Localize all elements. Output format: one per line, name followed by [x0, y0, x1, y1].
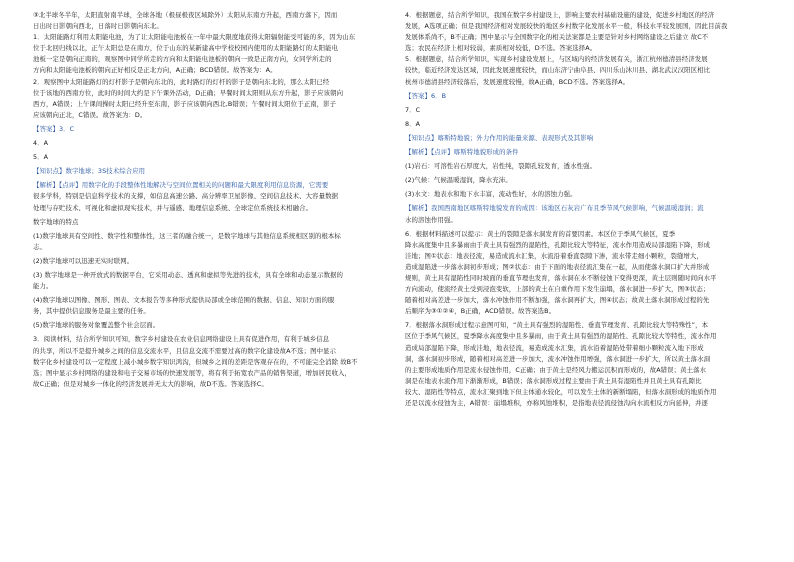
text-line: 8．A [405, 119, 421, 128]
text-line: 【解析】【点评】用数字化的手段整体性地解决与空间位置相关的问题和最大限度利用信息资源，它需要 [33, 181, 329, 190]
text-line: 7．C [405, 105, 421, 114]
text-line: 4．A [33, 139, 49, 148]
text-line: 【解析】【点评】喀斯特地貌形成的条件 [405, 148, 519, 157]
text-line: 规则，黄土具有湿陷性同时坡面的垂直节理也发育，落水洞在水不断侵蚀下变得更深，黄土层则随时间向水平 [405, 273, 717, 282]
text-line: 方向和太阳能电池板的朝向正好相反是正北方向，A正确；BCD错误。故答案为：A。 [33, 66, 277, 75]
text-line: 洞，落水洞初步形成，随着相对高差进一步加大，流水冲蚀作用增强，落水洞进一步扩大，所以黄土落水洞 [405, 354, 711, 363]
text-line: 志。 [33, 242, 46, 251]
text-line: 2．观察图中太阳能路灯的灯杆影子是朝向东北的，此时路灯的灯杆的影子是朝向东北的，那么太阳已经 [33, 77, 330, 86]
text-line: (5)数字地球的服务对象覆盖整个社会层面。 [33, 321, 160, 330]
text-line: 后顺序为③①②④，B正确，ACD错误。故答案选B。 [405, 307, 556, 316]
left-column [33, 10, 389, 390]
text-line: 较快，临近经济发达区域，因此发展速度较快，而山东济宁曲阜县、四川乐山沐川县、湖北武汉汉阳区相比 [405, 66, 711, 75]
text-line: (1)数字地球具有空间性、数字性和整体性，这三者的融合统一，是数字地球与其他信息系统相区别的根本标 [33, 231, 341, 240]
text-line: 数字地球的特点 [33, 217, 79, 226]
text-line: 6．根据材料描述可以提示：黄土的裂隙是落水洞发育的首要因素。本区位于季风气候区，夏季 [405, 229, 676, 238]
text-line: 洞是在地表水流作用下渐渐形成，B错误；落水洞形成过程主要由于黄土具有湿陷性并且黄土具有孔隙比 [405, 376, 702, 385]
text-line: 故C正确；但是对城乡一体化的经济发展并无太大的影响，故D不选。答案选择C。 [33, 379, 268, 388]
text-line: 4．根据题意，结合所学知识，我国在数字乡村建设上，影响主要农村基础设施的建设，促进乡村地区的经济 [405, 11, 715, 19]
text-line: 3．阅读材料，结合所学知识可知，数字乡村建设在农业信息网络建设上具有促进作用，有利于城乡信息 [33, 335, 330, 344]
text-line: 位于该地的西南方位，此时的时间大约是下午课外活动，D正确；早餐时间太阳则从东方升起，影子应该朝向 [33, 88, 344, 97]
text-line: 数字化乡村建设可以一定程度上减小城乡数字知识鸿沟，但城乡之间的差距是客观存在的，不可能完全消除 故B不 [33, 357, 358, 366]
text-line: (2)气候：气候温暖湿润，降水充沛。 [405, 176, 512, 185]
text-line: 5．根据题意，结合所学知识，实现乡村建设发展上，与区域内的经济发展有关，浙江杭州德清县经济发展 [405, 55, 708, 64]
text-line: 造成湿陷进一步落水洞初步形成；图②状态：由于下面的地表径流汇集在一起，从而使落水洞口扩大并形成 [405, 262, 710, 271]
text-line: 处理与存贮技术、可视化和虚拟现实技术，并与遥感、地理信息系统、全球定位系统技术相融合。 [33, 203, 313, 212]
text-line: 区位于季风气候区，夏季降水高度集中且多暴雨，由于黄土具有强烈的湿陷性、孔隙比较大等特性，流水作用 [405, 332, 717, 341]
text-line: (2)数字地球可以迅速无实时联网。 [33, 256, 134, 265]
text-line: 【知识点】数字地球；3S技术综合应用 [33, 167, 146, 176]
text-line: 能力。 [33, 282, 53, 291]
text-line: 5．A [33, 153, 49, 162]
text-line: (3)水文：地表水和地下水丰富，流动性好，水的溶蚀力强。 [405, 190, 577, 199]
text-line: 还是以流水侵蚀为主，A错误：崩塌堆积，亦称风蚀堆积，是指地表径流侵蚀沟向水流相反方向延伸，并逐 [405, 399, 709, 407]
text-line: 较大、湿陷性等特点，流水汇聚到地下但主体通水较化，可以发生土体的新断塌陷，但落水洞形成的地质作用 [405, 387, 717, 396]
text-line: 【答案】3．C [33, 124, 75, 133]
text-line: 【答案】6．B [405, 91, 447, 100]
text-line: 方向流动，使流经黄土受到浸泡变软，上部的黄土在自重作用下发生崩塌，落水洞进一步扩大，图③状态； [405, 285, 710, 294]
text-line: ③北半球冬半年，太阳直射南半球，全球各地（极昼极夜区域除外）太阳从东南方升起，西南方落下，因而 [33, 11, 338, 19]
text-line: 洼地；图①状态：地表径流，易造成流水汇集，水流沿着垂直裂隙下渗，流水带走细小颗粒，裂缝增大， [405, 251, 703, 260]
text-line: 发展，A选项正确；但是我国经济相对发展较快的地区乡村数字化发展水平一般，科技水平较发展国，因此目前我 [405, 22, 728, 31]
text-line: 很多学科，特别是信息科学技术的支撑，如信息高速公路、高分辨率卫星影像、空间信息技术、大容量数据 [33, 192, 339, 201]
text-line: 的主要形成地质作用是流水侵蚀作用，C正确；由于黄土是经风力搬运沉积而形成的，故A错误；黄土落水 [405, 365, 707, 374]
text-line: 杭州市德清县经济较落后，发展速度较慢，故A正确，BCD不选。答案选择A。 [405, 77, 630, 86]
text-line: (3) 数字地球是一种开放式的数据平台，它采用动态、透真和虚拟等先进的技术，具有全球和动态显示数据的 [33, 270, 344, 279]
text-line: 造成局部湿陷下降，形成洼地，地表径流，易造成流水汇集，流水沿着湿陷处带着细小颗粒流入地下形成 [405, 343, 704, 352]
text-line: 的共享，所以不是提升城乡之间的信息交流水平，且信息交流不需要过高的数字化建设故A不选；图中显示 [33, 346, 337, 355]
text-line: 位于北回归线以北，正午太阳总是在南方，位于山东的某新建高中学校校园内使用的太阳能路灯的太阳能电 [33, 44, 339, 53]
text-line: 降水高度集中且多暴雨由于黄土具有强烈的湿陷性，孔隙比较大等特征，流水作用造成局部湿陷下降，形成 [405, 240, 711, 249]
text-line: 务，其中提供信息服务是最主要的任务。 [33, 307, 150, 316]
text-line: 西方，A错误；上午课间操时太阳已经升至东南，影子应该朝向西北,B错误；午餐时间太阳位于正南，影子 [33, 99, 337, 108]
text-line: 【知识点】喀斯特地貌；外力作用的能量来源、表现形式及其影响 [405, 133, 594, 142]
text-line: 日出时日影朝向西北，日落时日影朝向东北。 [33, 22, 163, 31]
text-line: 7．根据落水洞形成过程示意图可知，“黄土具有强烈的湿陷性、垂直节理发育、孔隙比较大等特殊性”，本 [405, 321, 709, 330]
text-line: 池板一定是朝向正南的，观察图中同学所走的方向和太阳能电池板的朝向一致是正南方向，女同学所走的 [33, 55, 332, 64]
text-line: 1．太阳能路灯利用太阳能电池，为了让太阳能电池板在一年中最大限度地获得太阳辐射能受可能的多，因为山东 [33, 33, 356, 42]
text-line: 随着相对高差进一步加大，落水冲蚀作用不断加强，落水洞再扩大，图④状态；故黄土落水洞形成过程的先 [405, 296, 710, 305]
text-line: 选；图中显示乡村网络的建设和电子交易市场的快速发展等，将有利于拓宽农产品的销售渠道，增加居民收入， [33, 368, 352, 377]
text-line: 发展体系尚不，B不正确；图中显示与全国数字化的相关法案都是主要是针对乡村网络建设之后建立 故C不 [405, 33, 709, 42]
text-line: 选；农民在经济上相对较弱，素质相对较低，D不选。答案选择A。 [405, 44, 597, 53]
text-line: 水的溶蚀作用强。 [405, 215, 457, 224]
text-line: (4)数字地球以图像、图形、图表、文本报告等多种形式提供局部或全球范围的数据、信息、知识方面的服 [33, 296, 335, 305]
text-line: (1)岩石：可溶性岩石厚度大，岩性纯，裂隙孔较发育，透水性强。 [405, 162, 597, 171]
right-column [405, 10, 761, 409]
text-line: 【解析】我国西南地区喀斯特地貌发育的成因：该地区石灰岩广布且季节风气候影响，气候温暖湿润；流 [405, 204, 704, 213]
text-line: 应该朝向正北，C错误。故答案为：D。 [33, 110, 147, 119]
